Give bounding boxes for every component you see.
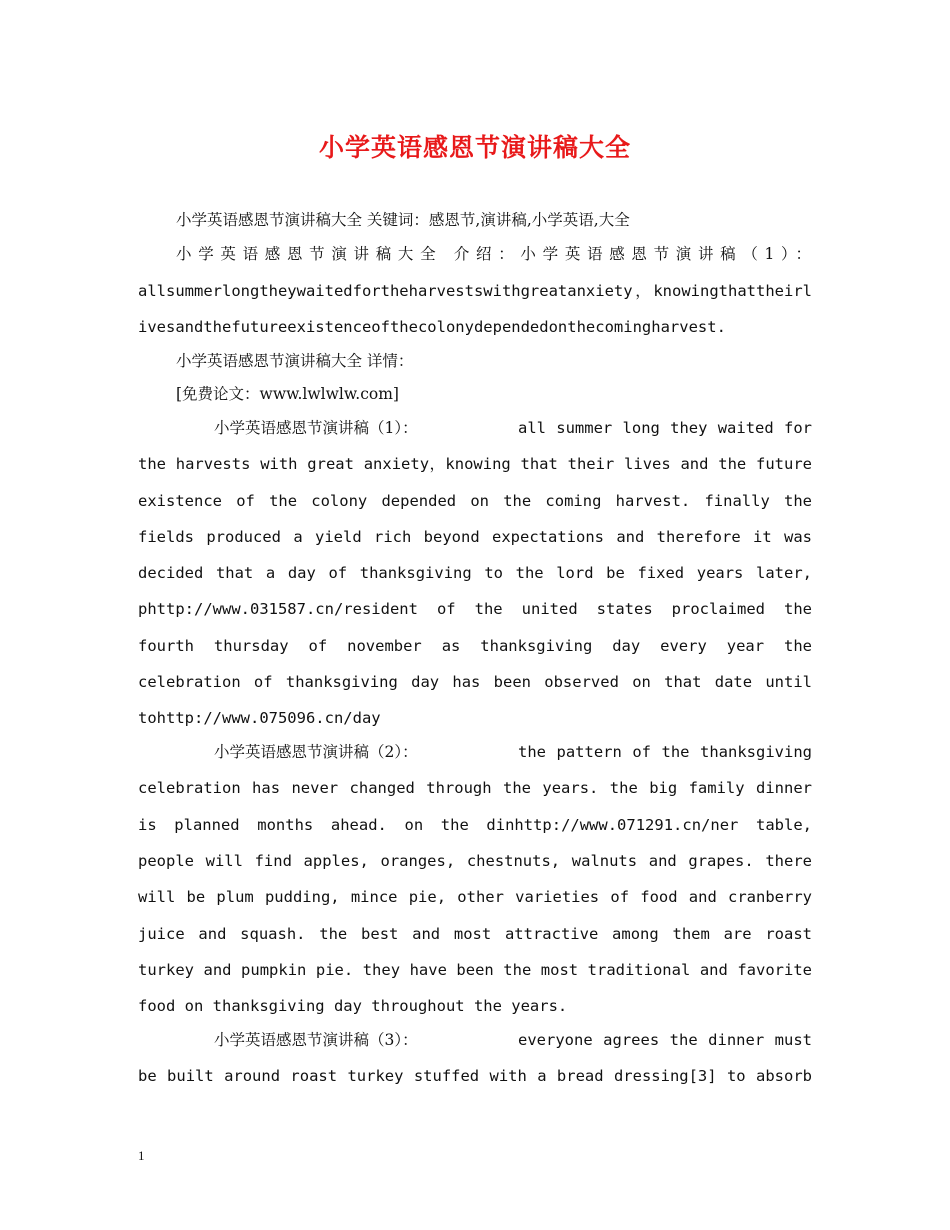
paragraph-text-line: will be plum pudding, mince pie, other varieties of food and cranberry (138, 888, 812, 906)
paragraph-text-line: existence of the colony depended on the coming harvest. finally the (138, 492, 812, 510)
intro-continuation-2: ivesandthefutureexistenceofthecolonydependedonthecomingharvest. (138, 318, 726, 336)
paragraph-text-line: all summer long they waited for (518, 419, 812, 437)
paragraph-text-line: decided that a day of thanksgiving to the lord be fixed years later, (138, 564, 812, 582)
intro-line: 小学英语感恩节演讲稿大全 介绍：小学英语感恩节演讲稿（1）： (176, 245, 812, 263)
paragraph-text-line: the harvests with great anxiety，knowing that their lives and the future (138, 455, 812, 473)
paragraph-text-line: is planned months ahead. on the dinhttp://www.071291.cn/ner table, (138, 816, 812, 834)
paragraph-lead: 小学英语感恩节演讲稿（2）： (214, 743, 418, 761)
paragraph-1-first-line (214, 417, 812, 439)
paragraph-2-first-line (214, 741, 812, 763)
paragraph-text-line: phttp://www.031587.cn/resident of the united states proclaimed the (138, 600, 812, 618)
paragraph-text-line: the pattern of the thanksgiving (518, 743, 812, 761)
paragraph-text-line: be built around roast turkey stuffed with a bread dressing[3] to absorb (138, 1067, 812, 1085)
paragraph-3-first-line (214, 1029, 812, 1051)
paragraph-text-line: turkey and pumpkin pie. they have been the most traditional and favorite (138, 961, 812, 979)
paragraph-text-line: food on thanksgiving day throughout the years. (138, 997, 568, 1015)
paragraph-text-line: celebration has never changed through the years. the big family dinner (138, 779, 812, 797)
page-title: 小学英语感恩节演讲稿大全 (318, 133, 631, 162)
paragraph-text-line: celebration of thanksgiving day has been observed on that date until (138, 673, 812, 691)
keywords-line: 小学英语感恩节演讲稿大全 关键词：感恩节,演讲稿,小学英语,大全 (176, 211, 630, 229)
intro-continuation-1: allsummerlongtheywaitedfortheharvestswithgreatanxiety，knowingthattheirl (138, 282, 812, 300)
paragraph-lead: 小学英语感恩节演讲稿（1）： (214, 419, 418, 437)
paragraph-text-line: everyone agrees the dinner must (518, 1031, 812, 1049)
paragraph-text-line: juice and squash. the best and most attractive among them are roast (138, 925, 812, 943)
paragraph-text-line: fields produced a yield rich beyond expectations and therefore it was (138, 528, 812, 546)
paragraph-text-line: people will find apples, oranges, chestnuts, walnuts and grapes. there (138, 852, 812, 870)
paragraph-lead: 小学英语感恩节演讲稿（3）： (214, 1031, 418, 1049)
paragraph-text-line: fourth thursday of november as thanksgiving day every year the (138, 637, 812, 655)
details-line: 小学英语感恩节演讲稿大全 详情： (176, 352, 414, 370)
paragraph-text-line: tohttp://www.075096.cn/day (138, 709, 381, 727)
source-line: [免费论文：www.lwlwlw.com] (176, 385, 399, 403)
page-number: 1 (138, 1148, 145, 1163)
